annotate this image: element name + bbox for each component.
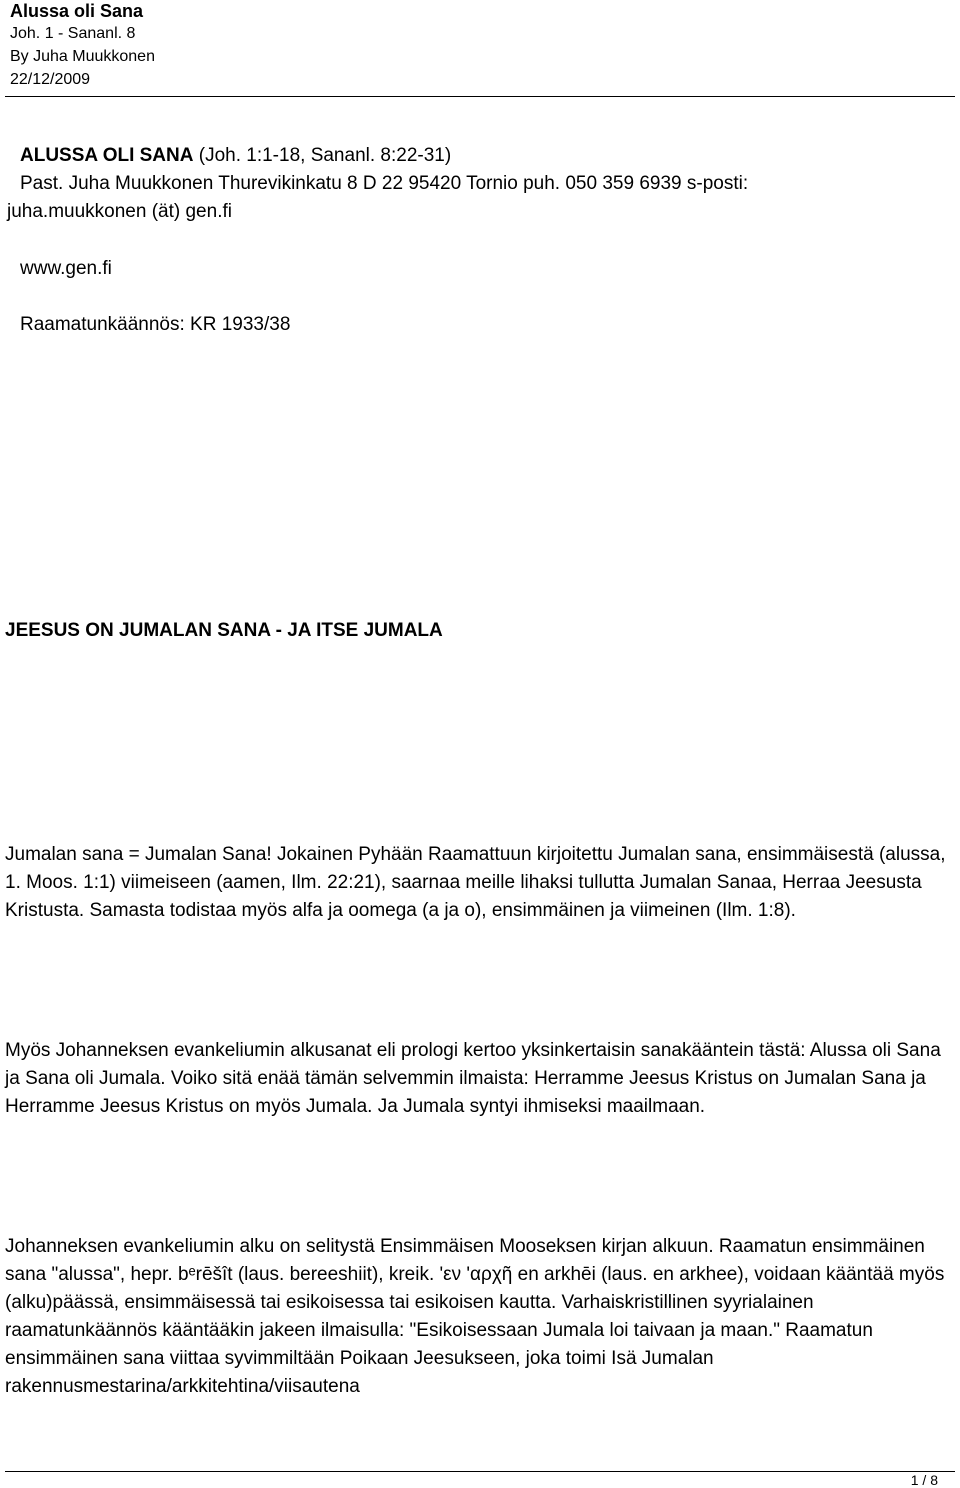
website-text: www.gen.fi <box>20 258 112 279</box>
section-heading: JEESUS ON JUMALAN SANA - JA ITSE JUMALA <box>5 620 443 641</box>
document-author: By Juha Muukkonen <box>10 48 155 65</box>
header-divider <box>5 96 955 97</box>
translation-note: Raamatunkäännös: KR 1933/38 <box>20 314 291 335</box>
document-title: Alussa oli Sana <box>10 1 144 21</box>
document-subtitle: Joh. 1 - Sananl. 8 <box>10 25 136 42</box>
document-date: 22/12/2009 <box>10 71 91 88</box>
intro-heading-reference: (Joh. 1:1-18, Sananl. 8:22-31) <box>193 145 452 166</box>
paragraph-1: Jumalan sana = Jumalan Sana! Jokainen Pyhään Raamattuun kirjoitettu Jumalan sana, ensimmäisestä (alussa, 1. Moos. 1:1) viimeiseen (aamen, Ilm. 22:21), saarnaa meille lihaksi tullutta Jumalan Sanaa, Herraa Jeesusta Kristusta. Samasta todistaa myös alfa ja oomega (a ja o), ensimmäinen ja viimeinen (Ilm. 1:8). <box>5 844 946 921</box>
intro-heading <box>20 142 960 170</box>
document-header <box>10 0 955 91</box>
intro-heading-title: ALUSSA OLI SANA <box>20 145 194 166</box>
footer-divider <box>5 1471 955 1472</box>
page-number: 1 / 8 <box>910 1472 938 1488</box>
paragraph-3: Johanneksen evankeliumin alku on selitystä Ensimmäisen Mooseksen kirjan alkuun. Raamatun ensimmäinen sana "alussa", hepr. bᵉrēšît (laus. bereeshiit), kreik. 'εν 'αρχῆ en arkhēi (laus. en arkhee), voidaan kääntää myös (alku)päässä, ensimmäisessä tai esikoisessa tai esikoisen kautta. Varhaiskristillinen syyrialainen raamatunkäännös kääntääkin jakeen ilmaisulla: "Esikoisessaan Jumala loi taivaan ja maan." Raamatun ensimmäinen sana viittaa syvimmiltään Poikaan Jeesukseen, joka toimi Isä Jumalan rakennusmestarina/arkkitehtina/viisautena <box>5 1236 945 1397</box>
paragraph-2: Myös Johanneksen evankeliumin alkusanat eli prologi kertoo yksinkertaisin sanakääntein tästä: Alussa oli Sana ja Sana oli Jumala. Voiko sitä enää tämän selvemmin ilmaista: Herramme Jeesus Kristus on Jumalan Sana ja Herramme Jeesus Kristus on myös Jumala. Ja Jumala syntyi ihmiseksi maailmaan. <box>5 1040 941 1117</box>
contact-line: Past. Juha Muukkonen Thurevikinkatu 8 D 22 95420 Tornio puh. 050 359 6939 s-posti: <box>20 173 749 194</box>
email-line: juha.muukkonen (ät) gen.fi <box>7 201 232 222</box>
intro-block <box>7 142 960 226</box>
